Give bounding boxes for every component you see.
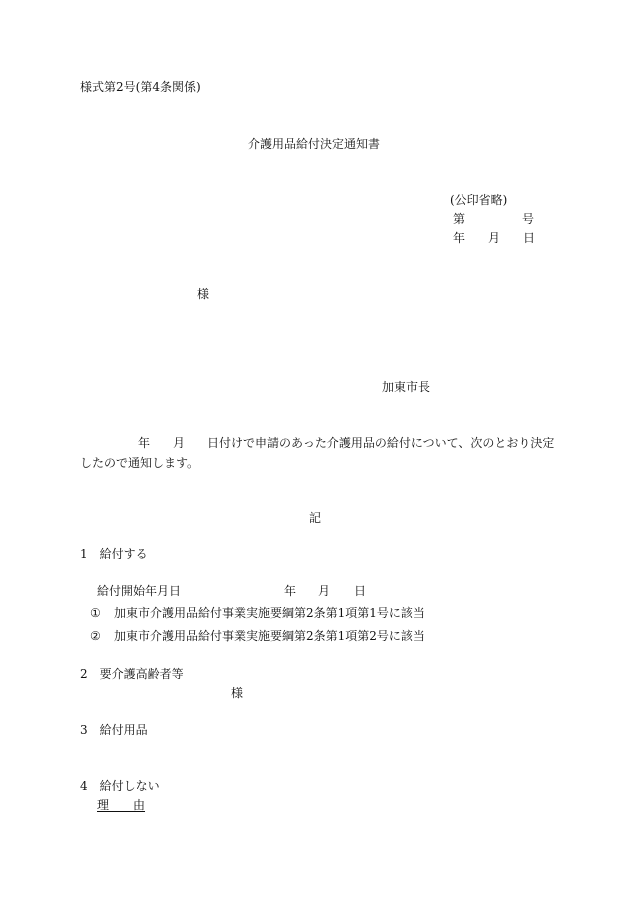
document-title: 介護用品給付決定通知書 — [248, 137, 381, 151]
date-year: 年 — [453, 231, 466, 245]
body-text-line2: したので通知します。 — [80, 456, 200, 470]
body-month: 月 — [173, 436, 186, 450]
body-text-line1: 日付けで申請のあった介護用品の給付について、次のとおり決定 — [207, 436, 555, 450]
section3-title: 3 給付用品 — [80, 723, 148, 737]
start-month: 月 — [318, 584, 331, 598]
section1-title: 1 給付する — [80, 547, 148, 561]
reason-label: 理 由 — [97, 798, 146, 812]
start-day: 日 — [354, 584, 367, 598]
body-year: 年 — [138, 436, 151, 450]
item2-mark: ② — [90, 629, 101, 643]
section2-title: 2 要介護高齢者等 — [80, 667, 184, 681]
seal-omitted-note: (公印省略) — [450, 193, 508, 207]
item2-text: 加東市介護用品給付事業実施要綱第2条第1項第2号に該当 — [114, 629, 425, 643]
start-date-label: 給付開始年月日 — [97, 584, 182, 598]
item1-mark: ① — [90, 606, 101, 620]
date-month: 月 — [488, 231, 501, 245]
ki-heading: 記 — [309, 511, 322, 525]
form-number: 様式第2号(第4条関係) — [80, 80, 201, 94]
section2-suffix: 様 — [231, 686, 244, 700]
section4-title: 4 給付しない — [80, 779, 160, 793]
date-day: 日 — [523, 231, 536, 245]
addressee-suffix: 様 — [197, 287, 210, 301]
issuer-name: 加東市長 — [382, 380, 431, 394]
number-suffix: 号 — [522, 212, 535, 226]
number-prefix: 第 — [453, 212, 466, 226]
item1-text: 加東市介護用品給付事業実施要綱第2条第1項第1号に該当 — [114, 606, 425, 620]
start-year: 年 — [284, 584, 297, 598]
